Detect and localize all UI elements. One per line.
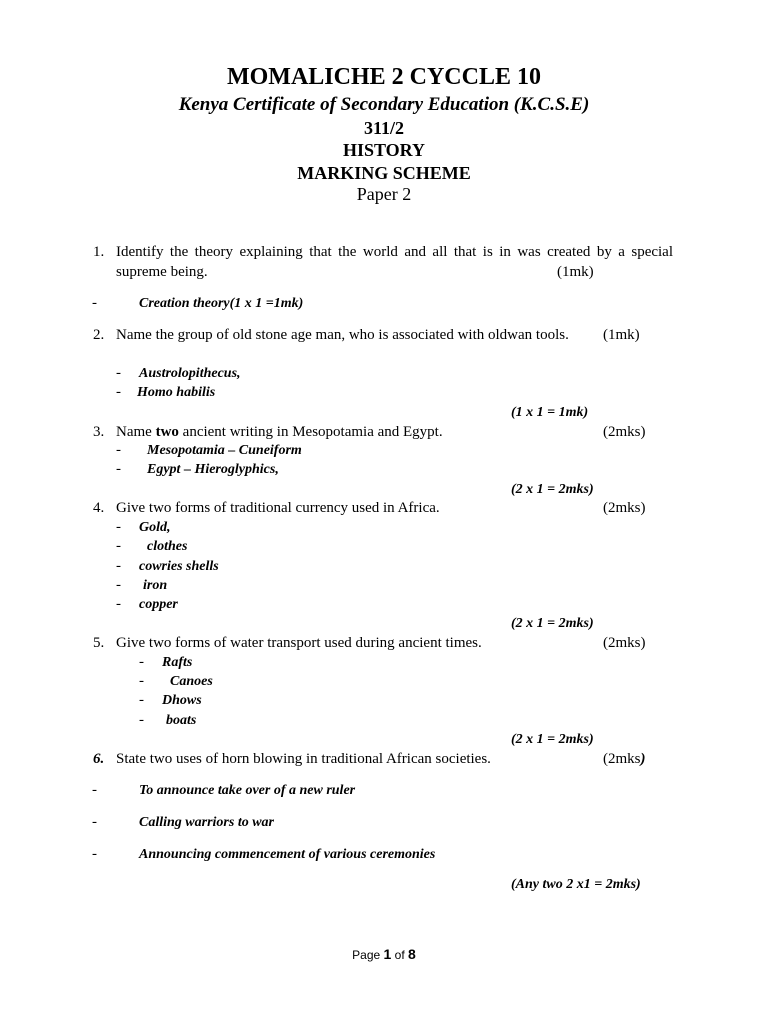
question-text: Name the group of old stone age man, who is associated with oldwan tools. <box>116 327 569 343</box>
total-page-count: 8 <box>408 946 416 962</box>
answer-item: Austrolopithecus, <box>139 366 241 381</box>
exam-subtitle: Kenya Certificate of Secondary Education (K.C.S.E) <box>178 94 590 115</box>
answer-item: Gold, <box>139 520 171 535</box>
question-marks <box>603 751 646 768</box>
answer-item: boats <box>166 713 197 728</box>
question-text: State two uses of horn blowing in traditional African societies. <box>116 751 491 767</box>
answer-item: cowries shells <box>139 559 219 574</box>
answer-bullet: - <box>116 384 121 400</box>
answer-item: Rafts <box>162 655 193 670</box>
answer-item: iron <box>143 578 168 593</box>
question-number: 6. <box>93 751 105 767</box>
document-type: MARKING SCHEME <box>297 163 471 183</box>
question-number: 2. <box>93 327 105 343</box>
paper-code: 311/2 <box>363 118 404 138</box>
answer-item: Egypt – Hieroglyphics, <box>147 462 279 477</box>
answer-bullet: - <box>139 712 144 728</box>
question-marks: (2mks) <box>603 500 646 516</box>
question-text: Identify the theory explaining that the world and all that is in was created by a special <box>116 244 673 260</box>
marks-award: (Any two 2 x1 = 2mks) <box>511 877 641 892</box>
current-page-number: 1 <box>383 946 392 962</box>
question-number: 3. <box>93 424 105 440</box>
answer-item: Homo habilis <box>137 385 216 400</box>
question-number: 4. <box>93 500 105 516</box>
question-marks: (1mk) <box>557 264 594 280</box>
answer-bullet: - <box>92 782 97 798</box>
answer-bullet: - <box>116 538 121 554</box>
answer-bullet: - <box>139 654 144 670</box>
question-number: 5. <box>93 635 105 651</box>
answer-bullet: - <box>116 461 121 477</box>
page-footer <box>0 946 768 962</box>
answer-bullet: - <box>116 577 121 593</box>
marks-award: (1 x 1 = 1mk) <box>511 405 589 420</box>
answer-bullet: - <box>116 442 121 458</box>
question-marks: (2mks) <box>603 424 646 440</box>
question-number: 1. <box>93 244 105 260</box>
question-text: Give two forms of water transport used during ancient times. <box>116 635 482 651</box>
answer-bullet: - <box>92 846 97 862</box>
answer-bullet: - <box>92 295 97 311</box>
question-marks-value: (2mks <box>603 751 641 767</box>
paper-label: Paper 2 <box>356 184 412 204</box>
question-text-end: ancient writing in Mesopotamia and Egypt. <box>178 424 443 440</box>
answer-item: Mesopotamia – Cuneiform <box>147 443 302 458</box>
answer-bullet: - <box>116 365 121 381</box>
answer-bullet: - <box>116 558 121 574</box>
question-marks-close: ) <box>640 751 646 767</box>
marks-award: (2 x 1 = 2mks) <box>511 616 594 631</box>
answer-item: Creation theory(1 x 1 =1mk) <box>139 296 304 311</box>
footer-middle: of <box>391 948 409 962</box>
footer-prefix: Page <box>352 948 384 962</box>
question-text-continued: supreme being. <box>116 264 208 280</box>
marks-award: (2 x 1 = 2mks) <box>511 482 594 497</box>
answer-item: Calling warriors to war <box>139 815 274 830</box>
question-marks: (1mk) <box>603 327 640 343</box>
question-text-start: Name <box>116 424 156 440</box>
answer-item: Dhows <box>162 693 202 708</box>
question-text: Give two forms of traditional currency used in Africa. <box>116 500 440 516</box>
question-text-emphasis: two <box>155 424 179 440</box>
question-marks: (2mks) <box>603 635 646 651</box>
answer-bullet: - <box>116 596 121 612</box>
answer-bullet: - <box>116 519 121 535</box>
marks-award: (2 x 1 = 2mks) <box>511 732 594 747</box>
subject-name: HISTORY <box>342 140 426 160</box>
answer-item: Canoes <box>170 674 213 689</box>
answer-bullet: - <box>139 673 144 689</box>
answer-item: copper <box>139 597 178 612</box>
question-text <box>116 424 443 441</box>
answer-bullet: - <box>92 814 97 830</box>
answer-item: To announce take over of a new ruler <box>139 783 356 798</box>
answer-item: clothes <box>147 539 188 554</box>
answer-bullet: - <box>139 692 144 708</box>
answer-item: Announcing commencement of various ceremonies <box>139 847 436 862</box>
exam-title: MOMALICHE 2 CYCCLE 10 <box>226 64 541 90</box>
